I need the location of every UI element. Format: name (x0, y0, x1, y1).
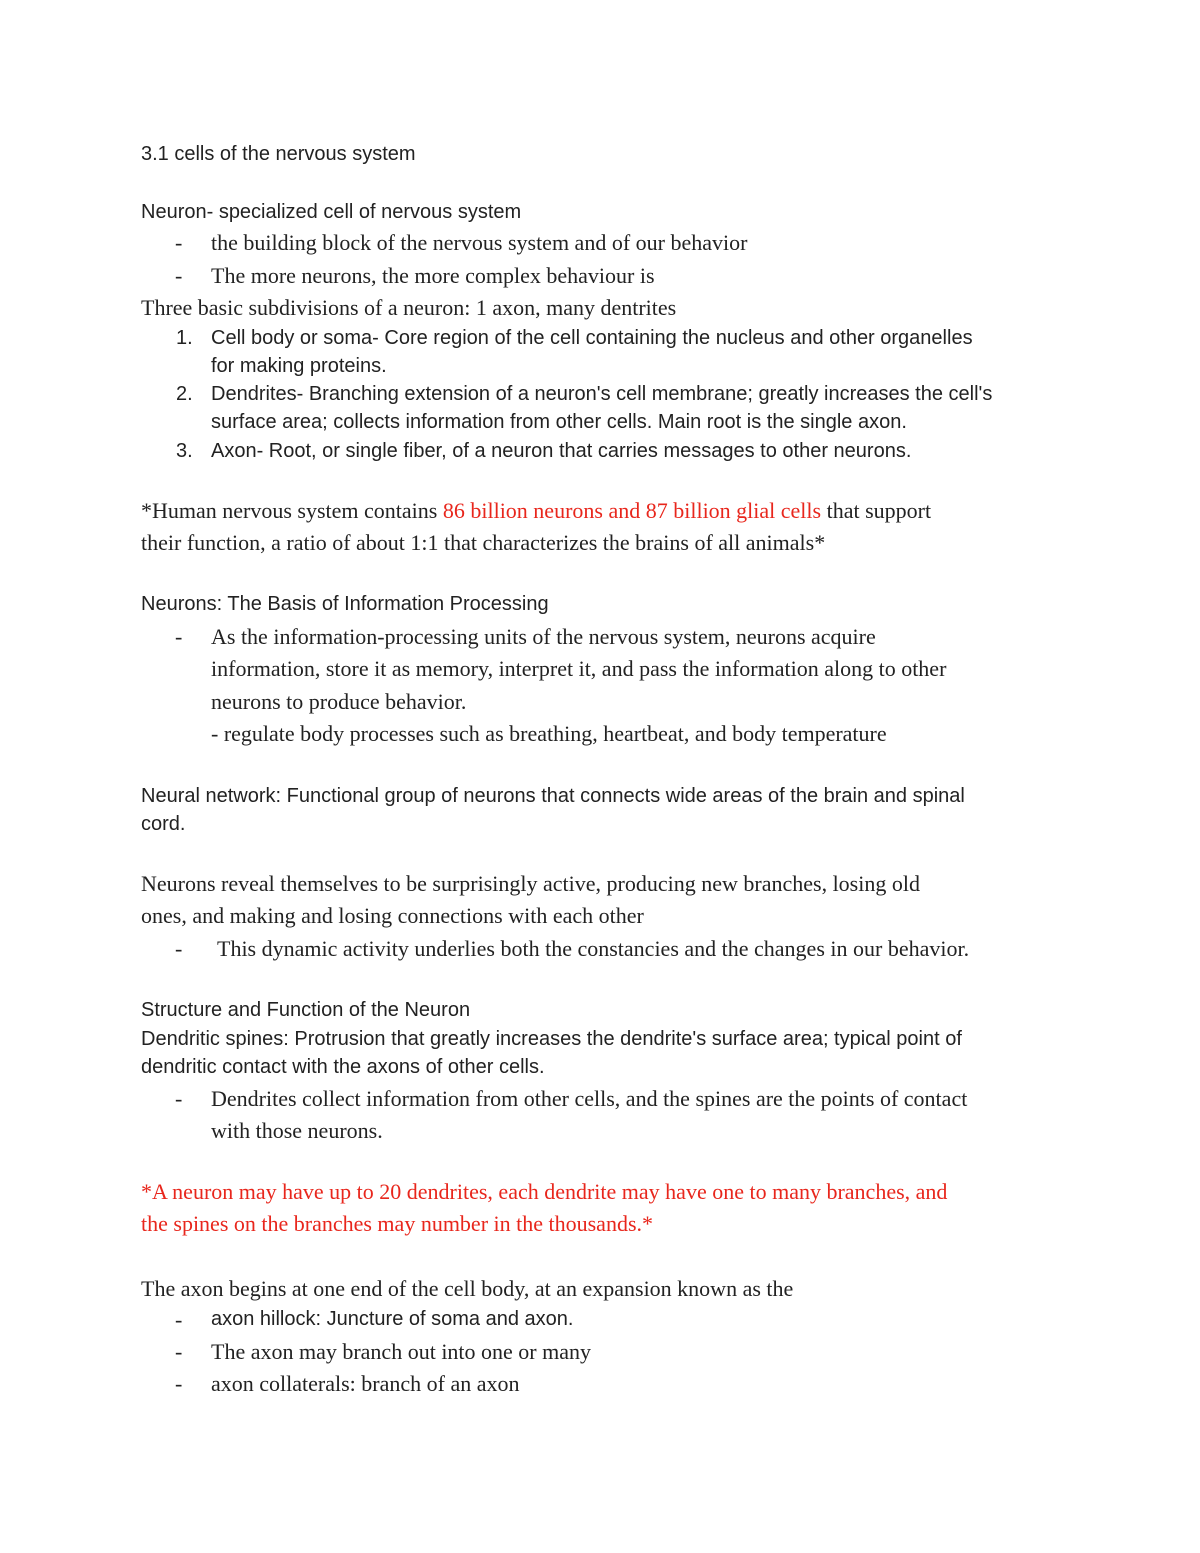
paragraph-continued: ones, and making and losing connections with each other (141, 903, 644, 928)
list-item: As the information-processing units of the nervous system, neurons acquire (211, 624, 876, 649)
list-item-continued: for making proteins. (211, 355, 387, 377)
list-item: the building block of the nervous system and of our behavior (211, 230, 748, 255)
bullet-dash: - (175, 1339, 183, 1364)
list-number: 1. (176, 327, 193, 349)
list-item: The axon may branch out into one or many (211, 1339, 592, 1364)
list-item: Cell body or soma- Core region of the cell containing the nucleus and other organelles (211, 327, 973, 349)
list-item-continued: - regulate body processes such as breathing, heartbeat, and body temperature (211, 721, 887, 746)
list-item: Axon- Root, or single fiber, of a neuron that carries messages to other neurons. (211, 440, 912, 462)
neural-network-definition: Neural network: Functional group of neurons that connects wide areas of the brain and spinal (141, 785, 965, 807)
bullet-dash: - (175, 1371, 183, 1396)
dendrite-note-continued: the spines on the branches may number in the thousands.* (141, 1211, 654, 1236)
neural-network-definition-continued: cord. (141, 813, 186, 835)
list-item-continued: neurons to produce behavior. (211, 689, 467, 714)
doc-title: 3.1 cells of the nervous system (141, 143, 416, 165)
spines-definition-continued: dendritic contact with the axons of other cells. (141, 1056, 545, 1078)
human-ns-text: *Human nervous system contains (141, 498, 443, 523)
bullet-dash: - (175, 936, 183, 961)
section-heading: Neurons: The Basis of Information Processing (141, 593, 549, 615)
list-item: The more neurons, the more complex behaviour is (211, 263, 655, 288)
list-item: axon hillock: Juncture of soma and axon. (211, 1308, 574, 1330)
list-item: Dendrites- Branching extension of a neuron's cell membrane; greatly increases the cell's (211, 383, 993, 405)
bullet-dash: - (175, 624, 183, 649)
human-ns-note (141, 498, 931, 524)
bullet-dash: - (175, 1307, 183, 1332)
list-item-continued: information, store it as memory, interpret it, and pass the information along to other (211, 656, 947, 681)
dendrite-note: *A neuron may have up to 20 dendrites, each dendrite may have one to many branches, and (141, 1179, 948, 1204)
human-ns-text: that support (821, 498, 932, 523)
list-number: 2. (176, 383, 193, 405)
spines-definition: Dendritic spines: Protrusion that greatly increases the dendrite's surface area; typical point of (141, 1028, 962, 1050)
axon-intro: The axon begins at one end of the cell body, at an expansion known as the (141, 1276, 794, 1301)
section-heading: Structure and Function of the Neuron (141, 999, 471, 1021)
bullet-dash: - (175, 263, 183, 288)
list-number: 3. (176, 440, 193, 462)
human-ns-note-continued: their function, a ratio of about 1:1 that characterizes the brains of all animals* (141, 530, 826, 555)
paragraph: Neurons reveal themselves to be surprisingly active, producing new branches, losing old (141, 871, 920, 896)
list-item: Dendrites collect information from other cells, and the spines are the points of contact (211, 1086, 968, 1111)
bullet-dash: - (175, 1086, 183, 1111)
neuron-definition: Neuron- specialized cell of nervous system (141, 201, 522, 223)
human-ns-highlight: 86 billion neurons and 87 billion glial cells (442, 498, 822, 523)
subdivisions-intro: Three basic subdivisions of a neuron: 1 axon, many dentrites (141, 295, 677, 320)
list-item-continued: surface area; collects information from other cells. Main root is the single axon. (211, 411, 907, 433)
list-item-continued: with those neurons. (211, 1118, 383, 1143)
bullet-dash: - (175, 230, 183, 255)
list-item: This dynamic activity underlies both the constancies and the changes in our behavior. (217, 936, 970, 961)
list-item: axon collaterals: branch of an axon (211, 1371, 520, 1396)
